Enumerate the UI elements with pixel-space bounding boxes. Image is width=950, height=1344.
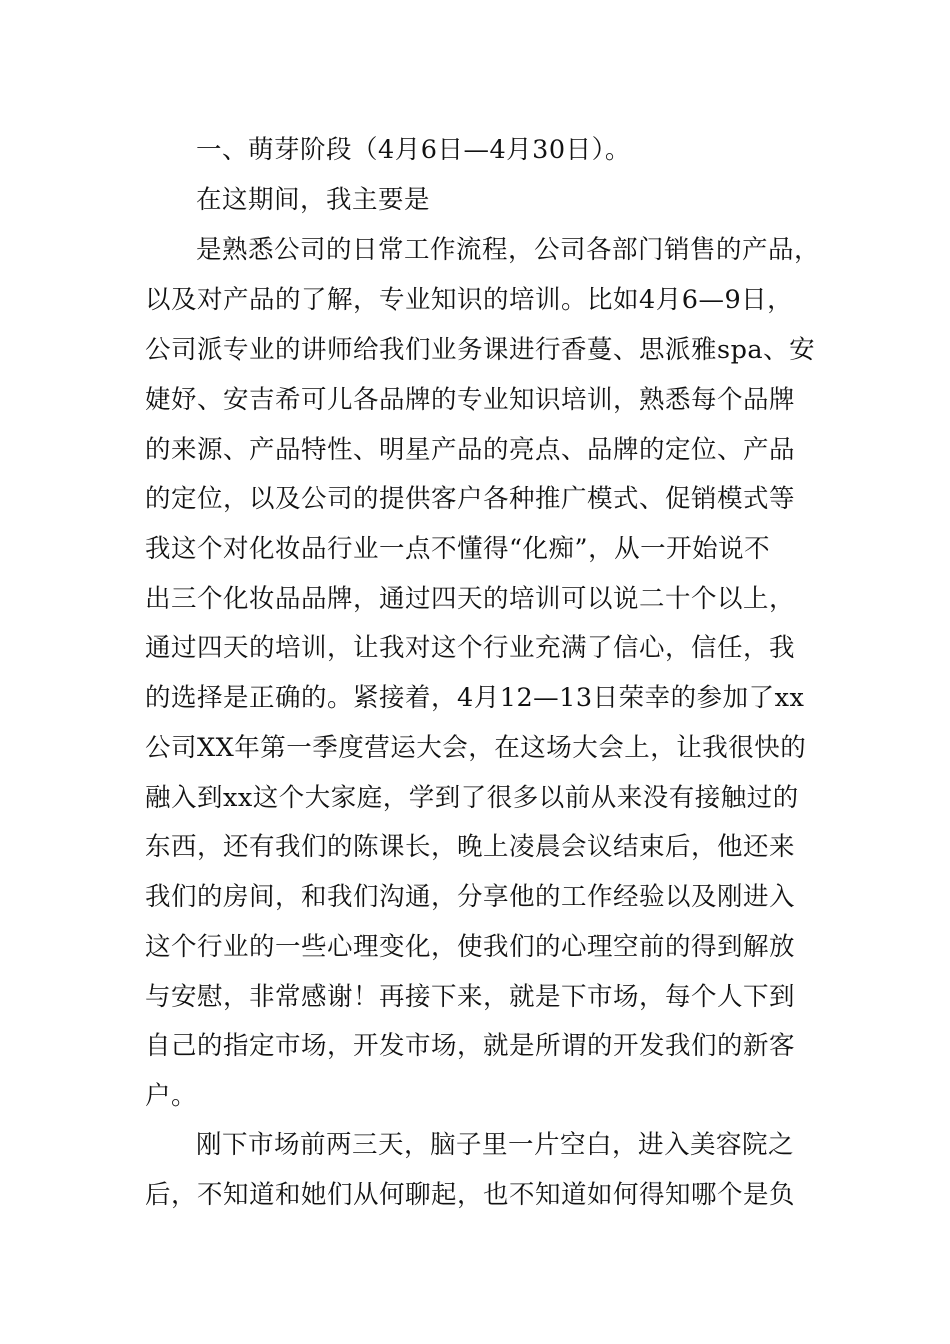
section-heading: 一、萌芽阶段（4月6日—4月30日）。 xyxy=(196,135,631,165)
paragraph-line: 户。 xyxy=(145,1081,198,1111)
paragraph-line: 婕妤、安吉希可儿各品牌的专业知识培训，熟悉每个品牌 xyxy=(145,385,796,415)
paragraph-line: 我这个对化妆品行业一点不懂得“化痴”，从一开始说不 xyxy=(145,534,771,564)
paragraph-line: 东西，还有我们的陈课长，晚上凌晨会议结束后，他还来 xyxy=(145,832,796,862)
paragraph-line: 在这期间，我主要是 xyxy=(196,185,431,215)
paragraph-line: 公司XX年第一季度营运大会，在这场大会上，让我很快的 xyxy=(145,733,807,763)
paragraph-line: 我们的房间，和我们沟通，分享他的工作经验以及刚进入 xyxy=(145,882,796,912)
paragraph-line: 通过四天的培训，让我对这个行业充满了信心，信任，我 xyxy=(145,633,796,663)
paragraph-line: 以及对产品的了解，专业知识的培训。比如4月6—9日， xyxy=(145,285,794,315)
paragraph-line: 的定位，以及公司的提供客户各种推广模式、促销模式等 xyxy=(145,484,796,514)
paragraph-line: 公司派专业的讲师给我们业务课进行香蔓、思派雅spa、安 xyxy=(145,335,816,365)
paragraph-line: 这个行业的一些心理变化，使我们的心理空前的得到解放 xyxy=(145,932,796,962)
paragraph-line: 出三个化妆品品牌，通过四天的培训可以说二十个以上， xyxy=(145,584,796,614)
paragraph-line: 与安慰，非常感谢！再接下来，就是下市场，每个人下到 xyxy=(145,982,796,1012)
paragraph-line: 是熟悉公司的日常工作流程，公司各部门销售的产品， xyxy=(196,235,821,265)
paragraph-line: 后，不知道和她们从何聊起，也不知道如何得知哪个是负 xyxy=(145,1180,796,1210)
paragraph-line: 的来源、产品特性、明星产品的亮点、品牌的定位、产品 xyxy=(145,435,796,465)
paragraph-line: 的选择是正确的。紧接着，4月12—13日荣幸的参加了xx xyxy=(145,683,805,713)
paragraph-line: 融入到xx这个大家庭，学到了很多以前从来没有接触过的 xyxy=(145,783,799,813)
paragraph-line: 刚下市场前两三天，脑子里一片空白，进入美容院之 xyxy=(196,1130,795,1160)
paragraph-line: 自己的指定市场，开发市场，就是所谓的开发我们的新客 xyxy=(145,1031,796,1061)
